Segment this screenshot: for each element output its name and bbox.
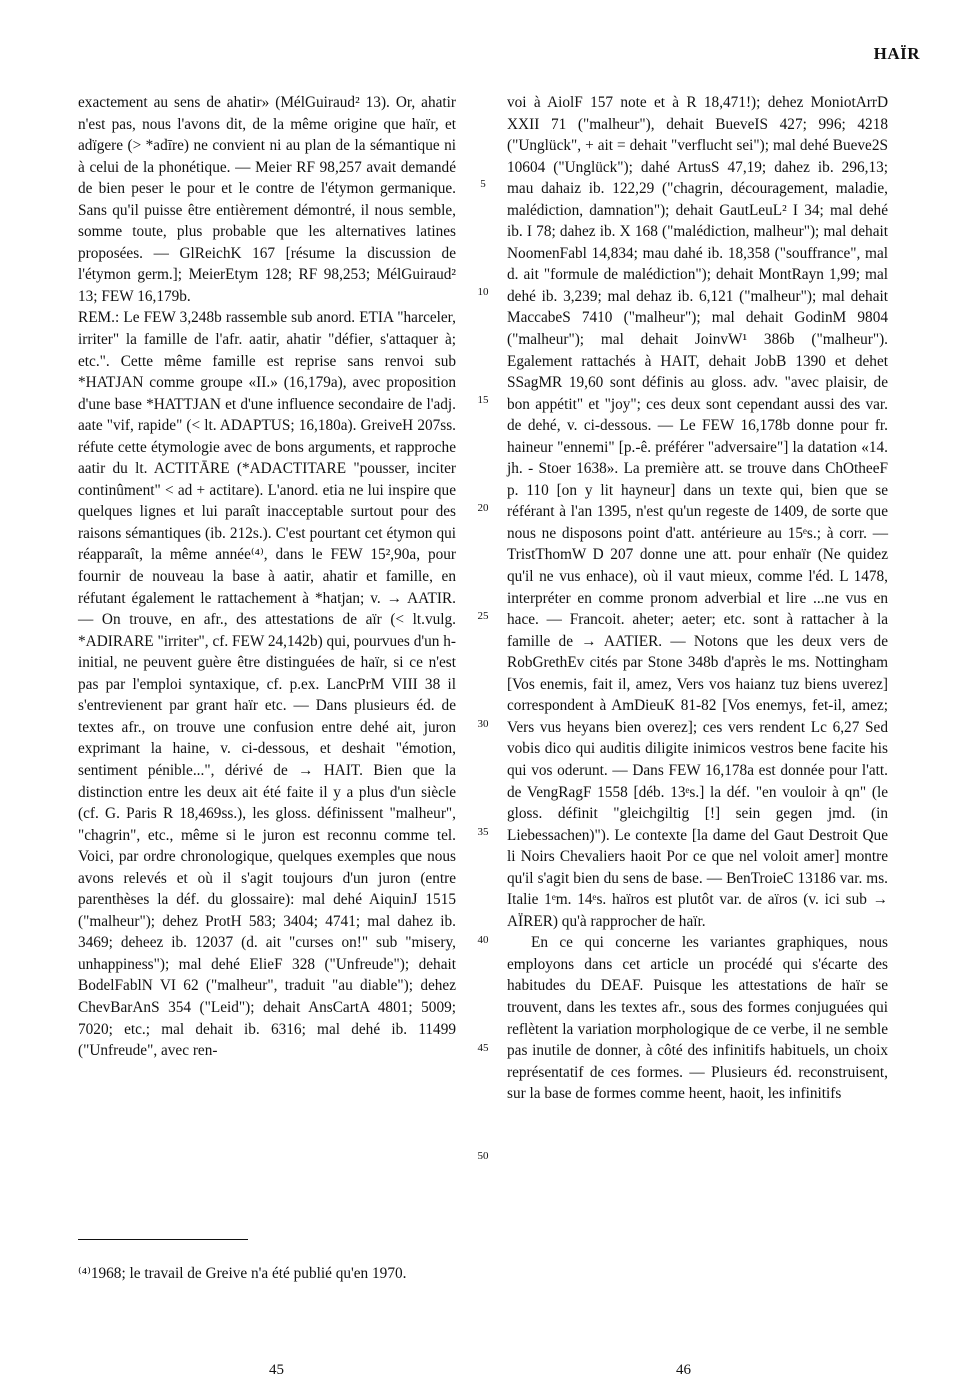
line-number: 50 (477, 1150, 489, 1162)
remark-label: REM.: (78, 309, 120, 327)
page-number-left: 45 (269, 1362, 284, 1378)
footnote-rule (78, 1239, 248, 1240)
left-column (78, 92, 456, 1062)
right-paragraph-graphics: En ce qui concerne les variantes graphiques, nous employons dans cet article un procédé qui s'écarte des habitudes du DEAF. Puisque les attestations de haïr se trouvent, dans les textes afr., sous des formes conjuguées qui reflètent la variation morphologique de ce verbe, il ne semble pas inutile de donner, à côté des infinitifs habituels, un choix représentatif de ces formes. — Plusieurs éd. reconstruisent, sur la base de formes comme heent, haoit, les infinitifs (507, 934, 888, 1103)
page-number-right: 46 (676, 1362, 691, 1378)
left-paragraph-etymology: exactement au sens de ahatir» (MélGuiraud² 13). Or, ahatir n'est pas, nous l'avons dit, de la même origine que haïr, et adïgere (> *adīre) ne convient ni au plan de la sémantique ni à celui de la phonétique. — Meier RF 98,257 avait demandé de bien peser le pour et le contre de l'étymon germanique. Sans qu'il puisse être entièrement démontré, il nous semble, somme toute, plus probable que les alternatives latines proposées. — GlReichK 167 [résume la discussion de l'étymon germ.]; MeierEtym 128; RF 98,253; MélGuiraud² 13; FEW 16,179b. (78, 94, 456, 305)
line-number: 15 (477, 394, 489, 406)
right-paragraph-attestations: voi à AiolF 157 note et à R 18,471!); dehez MoniotArrD XXII 71 ("malheur"), dehait BueveIS 427; 996; 4218 ("Unglück", + ait = dehait "verflucht sei"); mal dehé Bueve2S 10604 ("Unglück"); dahé ArtusS 47,19; dahez ib. 296,13; mau dahaiz ib. 122,29 ("chagrin, découragement, maladie, malédiction, damnation"); dehait GautLeuL² I 34; mal dehé ib. I 78; dahez ib. X 168 ("malédiction, malheur"); mal dehait NoomenFabl 14,834; mau dahé ib. 18,358 ("souffrance", mal d. ait "formule de malédiction"); dehait MontRayn 1,99; mal dehé ib. 3,239; mal dehaz ib. 6,121 ("malheur"); mal dehait MaccabeS 7410 ("malheur"); mal dehait GodinM 9804 ("malheur"); mal dehait JoinvW¹ 386b ("malheur"). Egalement rattachés à HAIT, dehait JobB 1390 et dehet SSagMR 19,60 sont définis au gloss. adv. "avec plaisir, de bon appétit" et "joy"; ces deux sont cependant aussi des var. de dehé, v. ci-dessous. — Le FEW 16,178b donne pour fr. haineur "ennemi" [p.-ê. préférer "adversaire"] la datation «14. jh. - Stoer 1638». La première att. se trouve dans ChOtheeF p. 110 [on y lit hayneur] dans un texte qui, bien que se référant à l'an 1395, n'est qu'un regeste de 1409, de sorte que nous ne disposons point d'att. antérieure au 15ᵉs.; à corr. — TristThomW D 207 donne une att. pour enhaïr (Ne quidez qu'il ne vus enhace), où il vaut mieux, comme l'éd. L 1478, interpréter en comme pronom adverbial et lire ...ne vus en hace. — Francoit. aheter; aeter; etc. sont à rattacher à la famille de → AATIER. — Notons que les deux vers de RobGrethEv cités par Stone 348b d'après le ms. Nottingham [Vos enemis, fait il, amez, Vers vos haianz tuz biens uverez] correspondent à AmDieuK 81-82 [Vos enemys, fet-il, amez; Vers vus heyans bien overez]; ces vers rendent Lc 6,27 Sed vobis dico qui auditis diligite inimicos vestros bene facite his qui vos oderunt. — Dans FEW 16,178a est donnée pour l'att. de VengRagF 1558 [déb. 13ᵉs.] la déf. "en vouloir à qn" (le gloss. définit "gleichgiltig [!] sein gegen jmd. (in Liebessachen)"). Le contexte [la dame del Gaut Destroit Que li Noirs Chevaliers haoit Por ce que nel voloit amer] montre qu'il s'agit bien du sens de base. — BenTroieC 13186 var. ms. Italie 1ᵉm. 14ᵉs. haïros est plutôt var. de aïros (v. ici sub → AÏRER) qu'à rapprocher de haïr. (507, 94, 888, 930)
line-number: 40 (477, 934, 489, 946)
remark-text: Le FEW 3,248b rassemble sub anord. ETIA "harceler, irriter" la famille de l'afr. aatir, ahatir "défier, s'attaquer à; etc.". Cette même famille est reprise sans renvoi sub *HATJAN comme groupe «II.» (16,179a), avec proposition d'une base *HATTJAN et d'une influence secondaire de l'adj. aate "vif, rapide" (< lt. ADAPTUS; 16,180a). GreiveH 207ss. réfute cette étymologie avec de bons arguments, et rapproche aatir du lt. ACTITĀRE (*ADACTITARE "pousser, inciter continûment" < ad + actitare). L'anord. etia ne lui inspire que quelques lignes et lui paraît inacceptable surtout pour des raisons sémantiques (ib. 212s.). C'est pourtant cet étymon qui réapparaît, la même année⁽⁴⁾, dans le FEW 15²,90a, pour fournir de nouveau la base à aatir, ahatir et famille, en réfutant également le rattachement à *hatjan; v. → AATIR. — On trouve, en afr., des attestations de aïr (< lt.vulg. *ADIRARE "irriter", cf. FEW 24,142b) qui, pourvues d'un h-initial, ne peuvent guère être distinguées de haïr, si ce n'est pas par l'emploi syntaxique, cf. p.ex. LancPrM VIII 38 il s'entrevienent par grant haïr etc. — Dans plusieurs éd. de textes afr., on trouve une confusion entre dehé ait, juron exprimant la haine, v. ci-dessous, et deshait "émotion, sentiment pénible...", dérivé de → HAIT. Bien que la distinction entre les deux ait été faite il y a plus d'un siècle (cf. G. Paris R 18,469ss.), les gloss. définissent "malheur", "chagrin", etc., même si le juron est reconnu comme tel. Voici, par ordre chronologique, quelques exemples que nous avons relevés et où il s'agit toujours d'un juron (entre parenthèses la déf. du glossaire): mal dehé AiquinJ 1515 ("malheur"); dehez ProtH 583; 3404; 4741; mal dahez ib. 3469; deheez ib. 12037 (d. ait "curses on!" sub "misery, unhappiness"); mal dehé ElieF 328 ("Unfreude"); dehait BodelFablN VI 62 ("malheur", traduit "au diable"); dehez ChevBarAnS 354 ("Leid"); dehait AnsCartA 4801; 5009; 7020; etc.; mal dehait ib. 6316; mal dehé ib. 11499 ("Unfreude", avec ren- (78, 309, 456, 1060)
line-number: 45 (477, 1042, 489, 1054)
footnote: ⁽⁴⁾1968; le travail de Greive n'a été publié qu'en 1970. (78, 1265, 407, 1282)
running-header: HAÏR (873, 44, 920, 63)
right-column (507, 92, 888, 1105)
line-number: 35 (477, 826, 489, 838)
line-number: 10 (477, 286, 489, 298)
line-number: 25 (477, 610, 489, 622)
line-number: 5 (480, 178, 486, 190)
left-paragraph-remark (78, 307, 456, 1061)
line-number: 30 (477, 718, 489, 730)
line-number: 20 (477, 502, 489, 514)
